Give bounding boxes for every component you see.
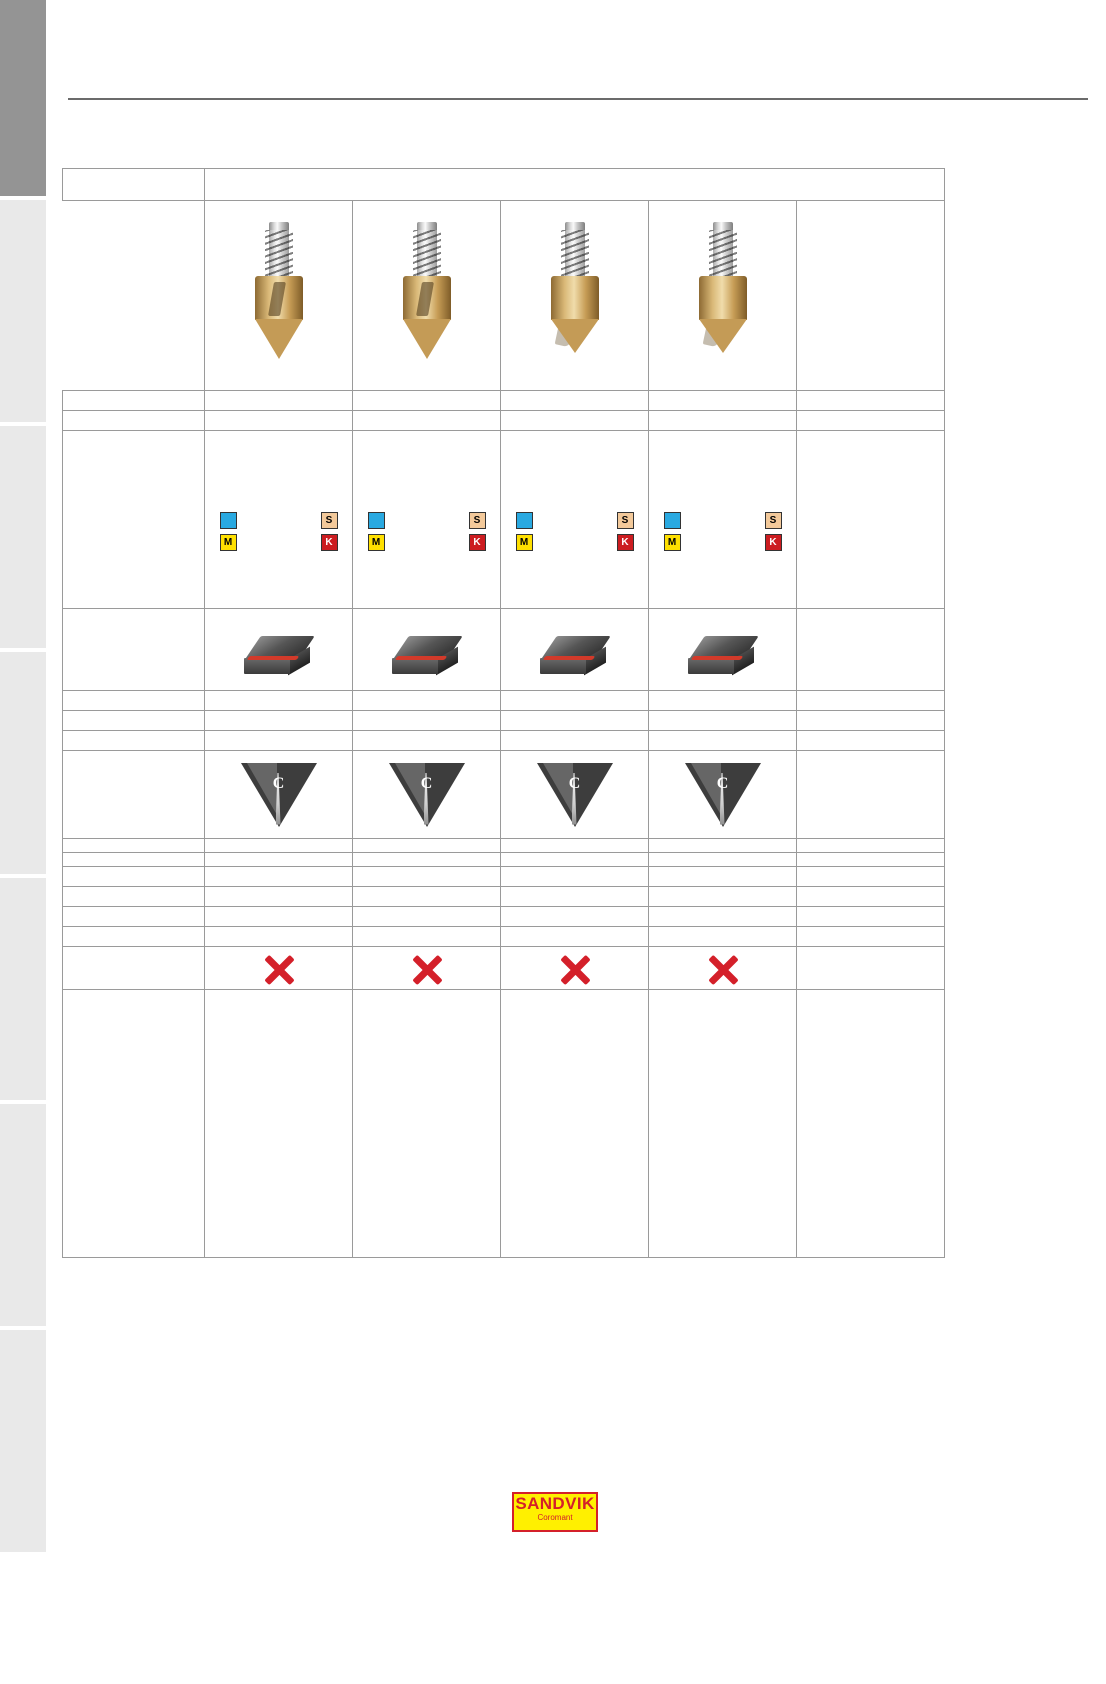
row-attr-7 [63, 853, 945, 867]
cell-attr-5-1 [205, 731, 353, 751]
iso-box-s: S [321, 512, 338, 529]
notes-cell-3 [501, 990, 649, 1258]
iso-box-m: M [220, 534, 237, 551]
iso-box-m: M [368, 534, 385, 551]
sidebar-item-tab-1[interactable] [0, 0, 46, 196]
insert-chip-icon [390, 636, 464, 682]
cell-attr-6-3 [501, 839, 649, 853]
sidebar-item-tab-6[interactable] [0, 1104, 46, 1326]
iso-box-p [368, 512, 385, 529]
cell-attr-9-3 [501, 887, 649, 907]
row-label-attr-8 [63, 867, 205, 887]
cell-attr-2-notes [797, 411, 945, 431]
drill-tip-icon [687, 222, 759, 384]
cell-attr-2-4 [649, 411, 797, 431]
sidebar-item-tab-5[interactable] [0, 878, 46, 1100]
iso-cell-notes [797, 431, 945, 609]
cell-attr-4-3 [501, 711, 649, 731]
cell-attr-6-2 [353, 839, 501, 853]
iso-material-group [516, 512, 634, 551]
cell-attr-5-4 [649, 731, 797, 751]
table-title-cell [205, 169, 945, 201]
grade-letter: C [272, 774, 285, 792]
row-notes [63, 990, 945, 1258]
cell-attr-9-2 [353, 887, 501, 907]
not-available-cell-3 [501, 947, 649, 990]
cell-attr-8-2 [353, 867, 501, 887]
cell-attr-3-2 [353, 691, 501, 711]
iso-material-group [220, 512, 338, 551]
geometry-cell-4 [649, 609, 797, 691]
not-available-cell-1 [205, 947, 353, 990]
cell-attr-3-notes [797, 691, 945, 711]
cell-attr-11-2 [353, 927, 501, 947]
not-available-cell-2 [353, 947, 501, 990]
grade-coating-icon [537, 763, 613, 835]
cell-attr-6-1 [205, 839, 353, 853]
iso-box-p [664, 512, 681, 529]
cell-attr-5-3 [501, 731, 649, 751]
grade-letter: C [716, 774, 729, 792]
row-label-attr-4 [63, 711, 205, 731]
cell-attr-4-2 [353, 711, 501, 731]
grade-cell-4 [649, 751, 797, 839]
geometry-cell-1 [205, 609, 353, 691]
cell-attr-7-1 [205, 853, 353, 867]
iso-box-s: S [765, 512, 782, 529]
row-attr-1 [63, 391, 945, 411]
cell-attr-1-4 [649, 391, 797, 411]
row-not-available [63, 947, 945, 990]
product-image-cell-4 [649, 201, 797, 391]
row-label-attr-7 [63, 853, 205, 867]
cell-attr-8-3 [501, 867, 649, 887]
cell-attr-8-1 [205, 867, 353, 887]
cell-attr-1-1 [205, 391, 353, 411]
row-label-attr-1 [63, 391, 205, 411]
geometry-cell-notes [797, 609, 945, 691]
row-label-attr-11 [63, 927, 205, 947]
iso-box-k: K [617, 534, 634, 551]
iso-cell-3 [501, 431, 649, 609]
row-geometry [63, 609, 945, 691]
row-label-iso-materials [63, 431, 205, 609]
row-iso-materials [63, 431, 945, 609]
row-label-attr-2 [63, 411, 205, 431]
row-attr-10 [63, 907, 945, 927]
row-label-attr-6 [63, 839, 205, 853]
cell-attr-3-4 [649, 691, 797, 711]
cell-attr-10-notes [797, 907, 945, 927]
cross-icon [558, 953, 592, 987]
cross-icon [262, 953, 296, 987]
cell-attr-5-notes [797, 731, 945, 751]
iso-cell-1 [205, 431, 353, 609]
cell-attr-8-notes [797, 867, 945, 887]
iso-box-m: M [664, 534, 681, 551]
cell-attr-11-4 [649, 927, 797, 947]
cell-attr-10-1 [205, 907, 353, 927]
grade-cell-3 [501, 751, 649, 839]
row-label-attr-10 [63, 907, 205, 927]
sandvik-coromant-logo [512, 1492, 598, 1532]
grade-letter: C [568, 774, 581, 792]
iso-box-k: K [321, 534, 338, 551]
notes-cell-notes [797, 990, 945, 1258]
notes-cell-2 [353, 990, 501, 1258]
logo-wordmark: SANDVIK [515, 1494, 595, 1513]
row-label-product-image [63, 201, 205, 391]
logo-subtext: Coromant [537, 1513, 573, 1522]
cell-attr-7-4 [649, 853, 797, 867]
row-attr-3 [63, 691, 945, 711]
row-attr-5 [63, 731, 945, 751]
iso-material-group [368, 512, 486, 551]
iso-cell-2 [353, 431, 501, 609]
cell-attr-10-4 [649, 907, 797, 927]
row-attr-9 [63, 887, 945, 907]
geometry-cell-3 [501, 609, 649, 691]
cell-attr-10-2 [353, 907, 501, 927]
iso-box-s: S [469, 512, 486, 529]
iso-material-group [664, 512, 782, 551]
notes-cell-1 [205, 990, 353, 1258]
cell-attr-2-1 [205, 411, 353, 431]
cell-attr-4-notes [797, 711, 945, 731]
geometry-cell-2 [353, 609, 501, 691]
cell-attr-10-3 [501, 907, 649, 927]
cell-attr-7-notes [797, 853, 945, 867]
row-label-attr-5 [63, 731, 205, 751]
row-label-not-available [63, 947, 205, 990]
cell-attr-9-1 [205, 887, 353, 907]
row-attr-4 [63, 711, 945, 731]
grade-cell-1 [205, 751, 353, 839]
product-image-cell-notes [797, 201, 945, 391]
cell-attr-7-2 [353, 853, 501, 867]
grade-coating-icon [685, 763, 761, 835]
drill-tip-icon [391, 222, 463, 384]
row-grade [63, 751, 945, 839]
cell-attr-3-3 [501, 691, 649, 711]
iso-box-p [516, 512, 533, 529]
cell-attr-1-2 [353, 391, 501, 411]
cell-attr-6-notes [797, 839, 945, 853]
iso-cell-4 [649, 431, 797, 609]
header-divider [68, 98, 1088, 100]
cell-attr-6-4 [649, 839, 797, 853]
insert-chip-icon [686, 636, 760, 682]
iso-box-m: M [516, 534, 533, 551]
grade-coating-icon [389, 763, 465, 835]
cell-attr-9-4 [649, 887, 797, 907]
cell-attr-4-4 [649, 711, 797, 731]
table-title-row [63, 169, 945, 201]
row-label-attr-9 [63, 887, 205, 907]
sidebar-item-tab-7[interactable] [0, 1330, 46, 1552]
grade-cell-2 [353, 751, 501, 839]
row-product-image [63, 201, 945, 391]
table-title-spacer [63, 169, 205, 201]
cell-attr-11-notes [797, 927, 945, 947]
not-available-cell-4 [649, 947, 797, 990]
cell-attr-11-3 [501, 927, 649, 947]
iso-box-s: S [617, 512, 634, 529]
product-comparison-table [62, 168, 940, 1258]
sidebar-item-tab-2[interactable] [0, 200, 46, 422]
cell-attr-1-notes [797, 391, 945, 411]
cell-attr-9-notes [797, 887, 945, 907]
sidebar-item-tab-4[interactable] [0, 652, 46, 874]
side-tab-strip [0, 0, 46, 1684]
row-attr-2 [63, 411, 945, 431]
iso-box-k: K [469, 534, 486, 551]
row-attr-6 [63, 839, 945, 853]
drill-tip-icon [243, 222, 315, 384]
cell-attr-2-3 [501, 411, 649, 431]
grade-coating-icon [241, 763, 317, 835]
iso-box-k: K [765, 534, 782, 551]
product-image-cell-3 [501, 201, 649, 391]
insert-chip-icon [242, 636, 316, 682]
notes-cell-4 [649, 990, 797, 1258]
cell-attr-2-2 [353, 411, 501, 431]
iso-box-p [220, 512, 237, 529]
cell-attr-3-1 [205, 691, 353, 711]
cell-attr-8-4 [649, 867, 797, 887]
drill-tip-icon [539, 222, 611, 384]
row-label-notes [63, 990, 205, 1258]
grade-cell-notes [797, 751, 945, 839]
cell-attr-4-1 [205, 711, 353, 731]
sidebar-item-tab-3[interactable] [0, 426, 46, 648]
row-attr-8 [63, 867, 945, 887]
insert-chip-icon [538, 636, 612, 682]
cell-attr-1-3 [501, 391, 649, 411]
cell-attr-11-1 [205, 927, 353, 947]
cross-icon [410, 953, 444, 987]
grade-letter: C [420, 774, 433, 792]
row-attr-11 [63, 927, 945, 947]
product-image-cell-1 [205, 201, 353, 391]
product-image-cell-2 [353, 201, 501, 391]
cell-attr-7-3 [501, 853, 649, 867]
row-label-grade [63, 751, 205, 839]
cell-attr-5-2 [353, 731, 501, 751]
row-label-geometry [63, 609, 205, 691]
cross-icon [706, 953, 740, 987]
not-available-cell-notes [797, 947, 945, 990]
row-label-attr-3 [63, 691, 205, 711]
